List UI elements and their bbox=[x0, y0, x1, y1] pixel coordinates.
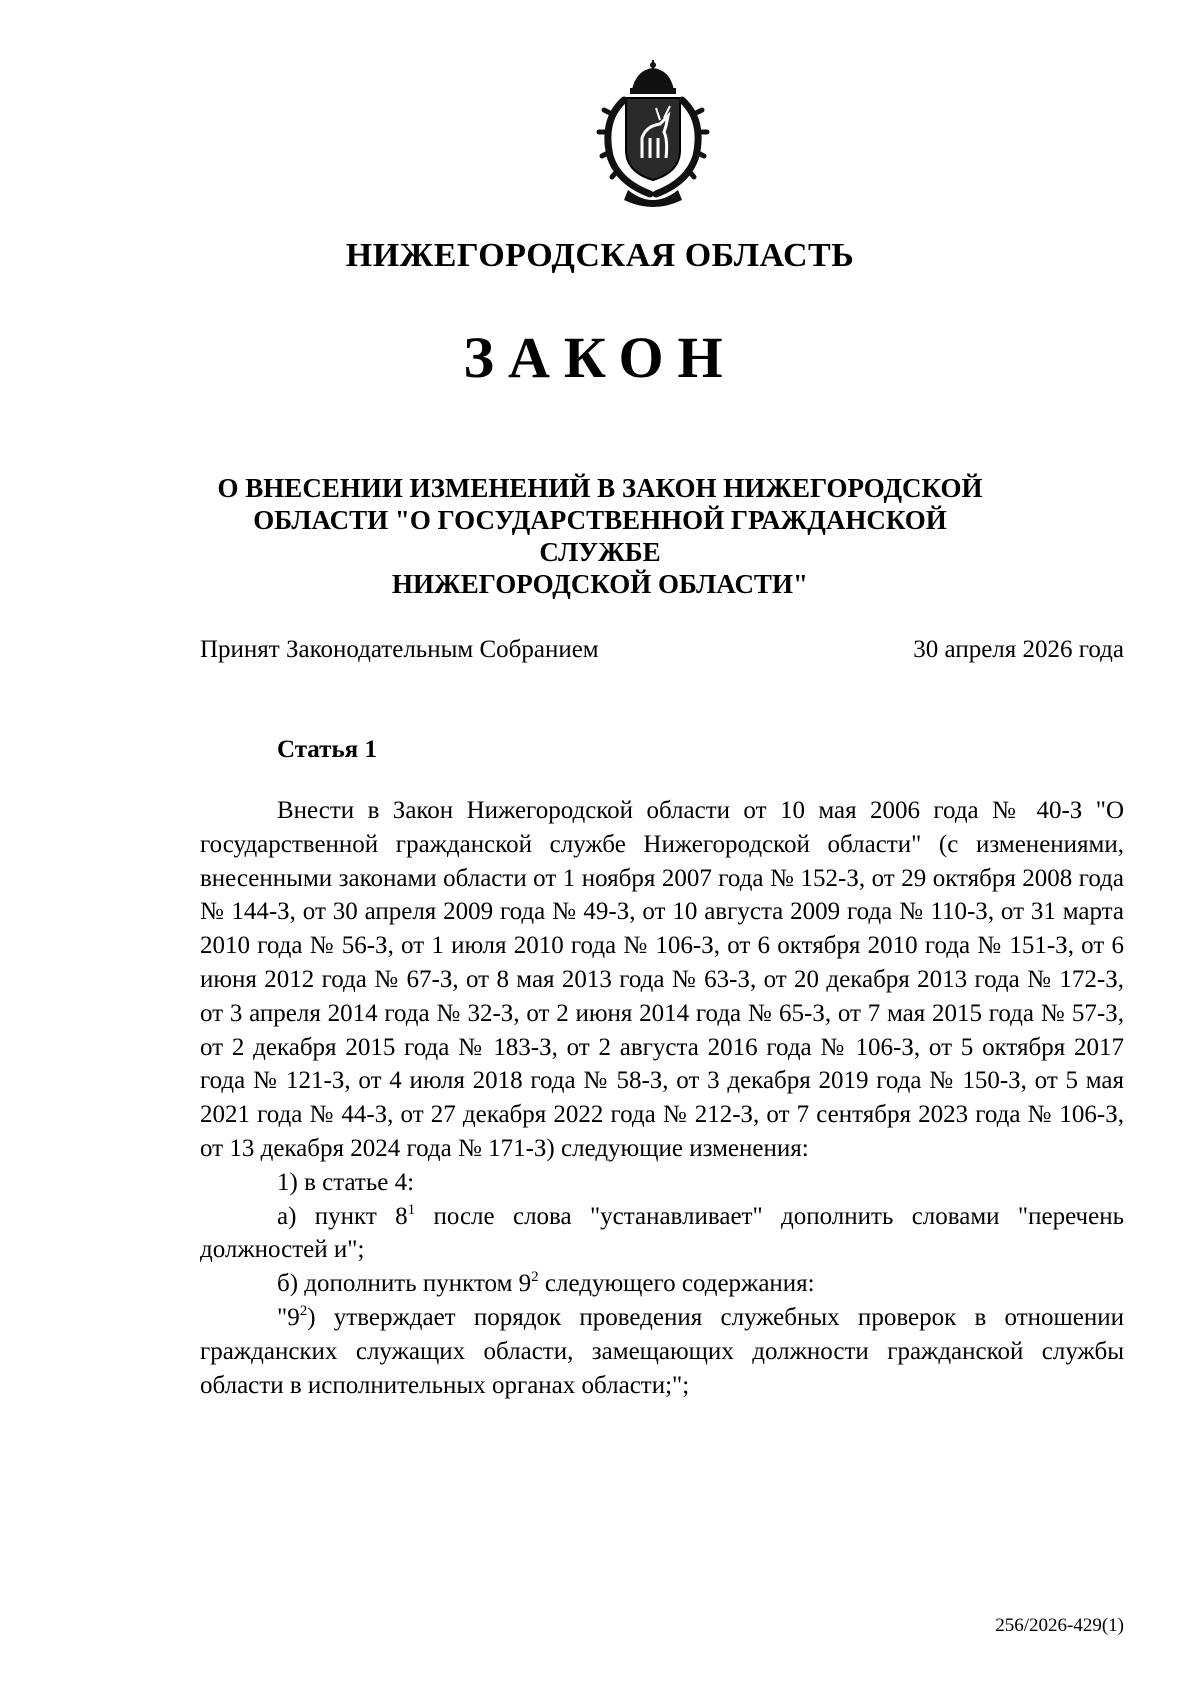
item-text: "9 bbox=[277, 1303, 300, 1331]
item-text: после слова "устанавливает" дополнить словами "перечень должностей и"; bbox=[200, 1202, 1124, 1264]
list-item bbox=[200, 1200, 1124, 1268]
item-text: следующего содержания: bbox=[538, 1270, 815, 1298]
region-name: НИЖЕГОРОДСКАЯ ОБЛАСТЬ bbox=[345, 237, 855, 274]
law-title bbox=[200, 472, 1000, 600]
law-title-line: НИЖЕГОРОДСКОЙ ОБЛАСТИ" bbox=[392, 569, 808, 599]
document-type: ЗАКОН bbox=[463, 325, 737, 390]
adoption-row bbox=[200, 635, 1124, 665]
item-text: а) пункт 8 bbox=[277, 1202, 408, 1230]
list-item bbox=[200, 1267, 1124, 1301]
superscript: 2 bbox=[299, 1302, 308, 1319]
quoted-provision bbox=[200, 1301, 1124, 1402]
article-intro-paragraph: Внести в Закон Нижегородской области от 10 мая 2006 года № 40-З "О государственной гражданской службе Нижегородской области" (с изменениями, внесенными законами области от 1 ноября 2007 года № 152-З, от 29 октября 2008 года № 144-З, от 30 апреля 2009 года № 49-З, от 10 августа 2009 года № 110-З, от 31 марта 2010 года № 56-З, от 1 июля 2010 года № 106-З, от 6 октября 2010 года № 151-З, от 6 июня 2012 года № 67-З, от 8 мая 2013 года № 63-З, от 20 декабря 2013 года № 172-З, от 3 апреля 2014 года № 32-З, от 2 июня 2014 года № 65-З, от 7 мая 2015 года № 57-З, от 2 декабря 2015 года № 183-З, от 2 августа 2016 года № 106-З, от 5 октября 2017 года № 121-З, от 4 июля 2018 года № 58-З, от 3 декабря 2019 года № 150-З, от 5 мая 2021 года № 44-З, от 27 декабря 2022 года № 212-З, от 7 сентября 2023 года № 106-З, от 13 декабря 2024 года № 171-З) следующие изменения: bbox=[200, 797, 1124, 1162]
law-title-line: О ВНЕСЕНИИ ИЗМЕНЕНИЙ В ЗАКОН НИЖЕГОРОДСКОЙ bbox=[217, 473, 983, 503]
superscript: 1 bbox=[407, 1201, 416, 1218]
article-heading: Статья 1 bbox=[277, 736, 377, 763]
coat-of-arms-icon bbox=[588, 60, 718, 210]
list-item: 1) в статье 4: bbox=[277, 1168, 415, 1196]
law-title-line: ОБЛАСТИ "О ГОСУДАРСТВЕННОЙ ГРАЖДАНСКОЙ СЛУЖБЕ bbox=[253, 505, 947, 567]
article-body bbox=[200, 794, 1124, 1402]
item-text: ) утверждает порядок проведения служебных проверок в отношении гражданских служащих области, замещающих должности гражданской службы области в исполнительных органах области;"; bbox=[200, 1303, 1124, 1399]
document-reference-number: 256/2026-429(1) bbox=[995, 1615, 1124, 1636]
superscript: 2 bbox=[531, 1269, 539, 1286]
adoption-date: 30 апреля 2026 года bbox=[913, 636, 1124, 663]
adopted-by: Принят Законодательным Собранием bbox=[200, 636, 599, 663]
item-text: б) дополнить пунктом 9 bbox=[277, 1270, 532, 1298]
